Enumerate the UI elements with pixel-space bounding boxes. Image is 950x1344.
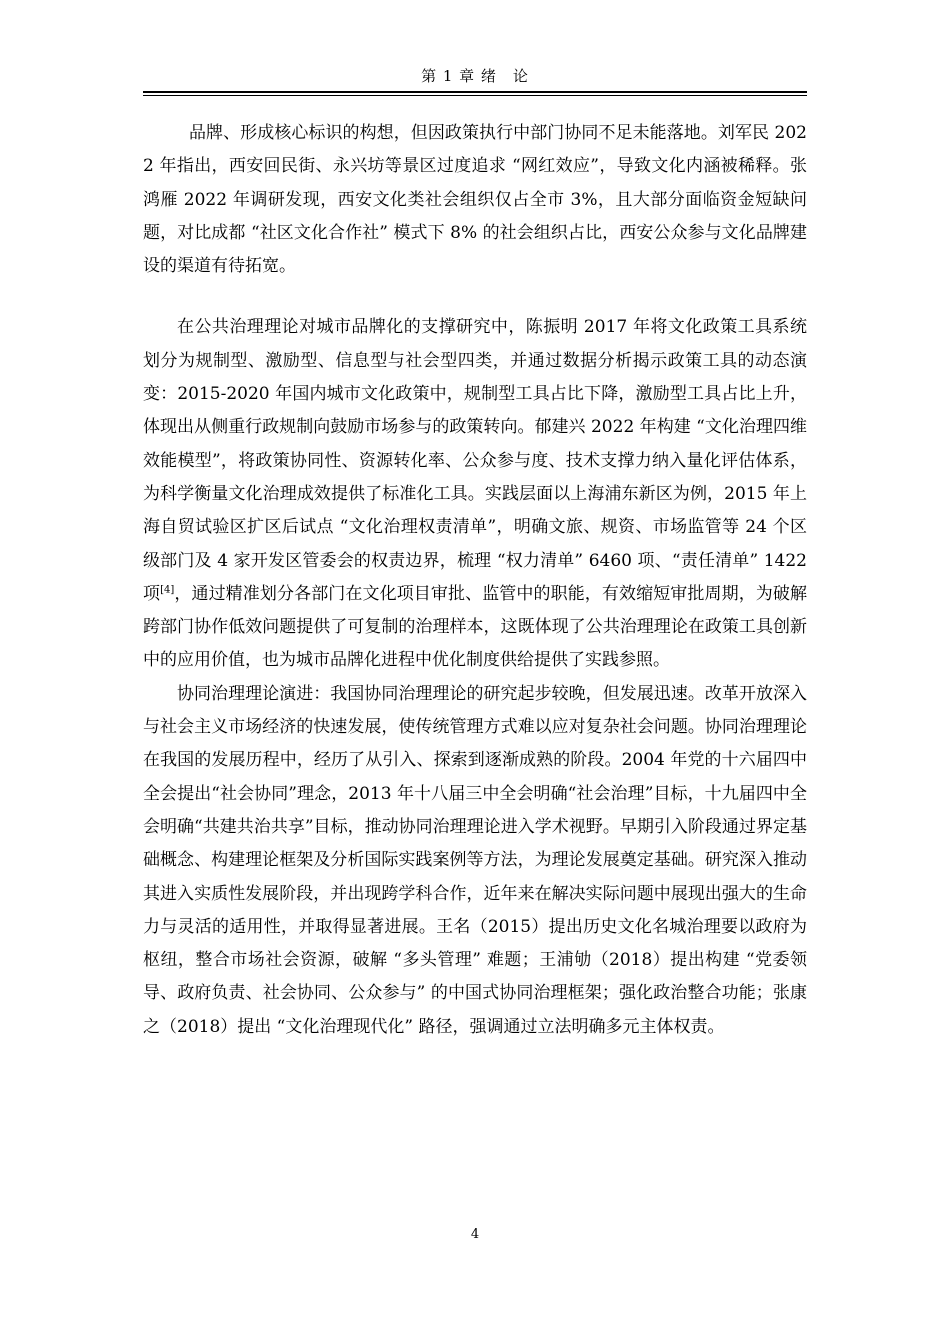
paragraph-brand-policy: 品牌、形成核心标识的构想，但因政策执行中部门协同不足未能落地。刘军民 2022 年指出，西安回民街、永兴坊等景区过度追求 “网红效应”，导致文化内涵被稀释。张鸿雁 2022 年调研发现，西安文化类社会组织仅占全市 3%，且大部分面临资金短缺问题，对比成都 “社区文化合作社” 模式下 8% 的社会组织占比，西安公众参与文化品牌建设的渠道有待拓宽。 [143, 123, 807, 277]
paragraph-public-governance [143, 311, 807, 677]
paragraph-text-after-citation: ，通过精准划分各部门在文化项目审批、监管中的职能，有效缩短审批周期，为破解跨部门协作低效问题提供了可复制的治理样本，这既体现了公共治理理论在政策工具创新中的应用价值，也为城市品牌化进程中优化制度供给提供了实践参照。 [143, 583, 808, 671]
paragraph-collaborative-governance: 协同治理理论演进：我国协同治理理论的研究起步较晚，但发展迅速。改革开放深入与社会主义市场经济的快速发展，使传统管理方式难以应对复杂社会问题。协同治理理论在我国的发展历程中，经历了从引入、探索到逐渐成熟的阶段。2004 年党的十六届四中全会提出“社会协同”理念，2013 年十八届三中全会明确“社会治理”目标，十九届四中全会明确“共建共治共享”目标，推动协同治理理论进入学术视野。早期引入阶段通过界定基础概念、构建理论框架及分析国际实践案例等方法，为理论发展奠定基础。研究深入推动其进入实质性发展阶段，并出现跨学科合作，近年来在解决实际问题中展现出强大的生命力与灵活的适用性，并取得显著进展。王名（2015）提出历史文化名城治理要以政府为枢纽，整合市场社会资源，破解 “多头管理” 难题；王浦劬（2018）提出构建 “党委领导、政府负责、社会协同、公众参与” 的中国式协同治理框架；强化政治整合功能；张康之（2018）提出 “文化治理现代化” 路径，强调通过立法明确多元主体权责。 [143, 683, 807, 1037]
header-rule-thin [143, 95, 807, 96]
running-header-chapter-title: 第 1 章 绪 论 [421, 67, 529, 85]
paragraph-text-before-citation: 在公共治理理论对城市品牌化的支撑研究中，陈振明 2017 年将文化政策工具系统划分为规制型、激励型、信息型与社会型四类，并通过数据分析揭示政策工具的动态演变：2015-2020 年国内城市文化政策中，规制型工具占比下降，激励型工具占比上升，体现出从侧重行政规制向鼓励市场参与的政策转向。郁建兴 2022 年构建 “文化治理四维效能模型”，将政策协同性、资源转化率、公众参与度、技术支撑力纳入量化评估体系，为科学衡量文化治理成效提供了标准化工具。实践层面以上海浦东新区为例，2015 年上海自贸试验区扩区后试点 “文化治理权责清单”，明确文旅、规资、市场监管等 24 个区级部门及 4 家开发区管委会的权责边界，梳理 “权力清单” 6460 项、“责任清单” 1422 项 [143, 317, 807, 604]
header-rule-thick [143, 91, 807, 93]
body-text [143, 117, 807, 1044]
page-number: 4 [470, 1227, 480, 1242]
citation-reference[interactable]: [4] [160, 584, 175, 596]
